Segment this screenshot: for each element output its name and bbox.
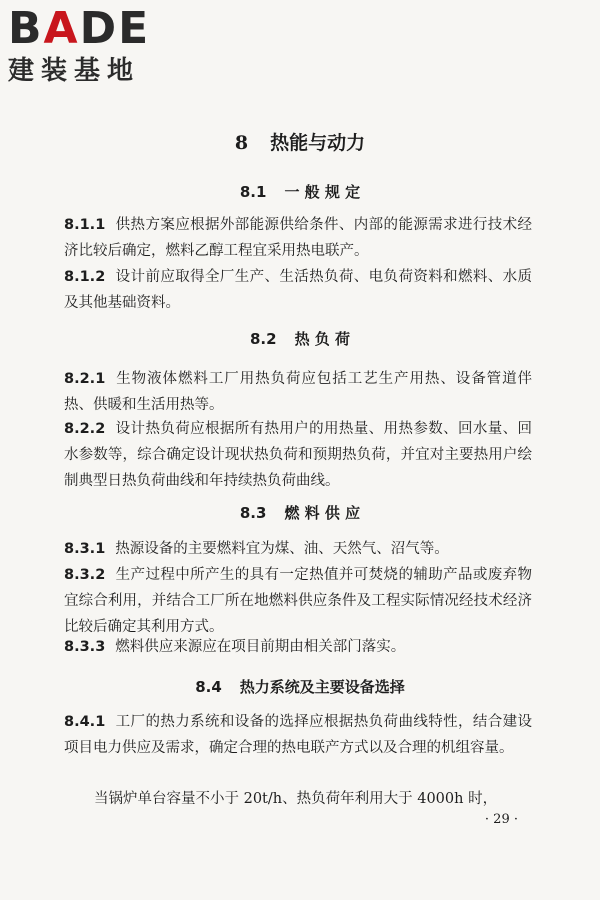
section-heading-8-4: 8.4 热力系统及主要设备选择 (195, 678, 405, 696)
clause-number: 8.3.2 (64, 567, 106, 583)
clause-text: 供热方案应根据外部能源供给条件、内部的能源需求进行技术经济比较后确定，燃料乙醇工程宜采用热电联产。 (64, 217, 532, 259)
clause-number: 8.4.1 (64, 714, 106, 730)
chapter-heading (0, 128, 600, 155)
clause-text: 生产过程中所产生的具有一定热值并可焚烧的辅助产品或废弃物宜综合利用，并结合工厂所在地燃料供应条件及工程实际情况经技术经济比较后确定其利用方式。 (64, 567, 532, 635)
clause-8-3-3 (64, 634, 532, 660)
clause-text: 生物液体燃料工厂用热负荷应包括工艺生产用热、设备管道伴热、供暖和生活用热等。 (64, 371, 532, 413)
clause-8-1-2 (64, 264, 532, 316)
clause-number: 8.1.1 (64, 217, 106, 233)
clause-8-2-2 (64, 416, 532, 494)
clause-text: 热源设备的主要燃料宜为煤、油、天然气、沼气等。 (115, 541, 449, 557)
clause-text: 设计热负荷应根据所有热用户的用热量、用热参数、回水量、回水参数等，综合确定设计现状热负荷和预期热负荷，并宜对主要热用户绘制典型日热负荷曲线和年持续热负荷曲线。 (64, 421, 532, 489)
clause-8-3-1 (64, 536, 532, 562)
chapter-number: 8 (234, 132, 249, 154)
section-heading-8-1: 8.1 一 般 规 定 (239, 183, 361, 201)
clause-number: 8.2.2 (64, 421, 106, 437)
clause-text: 工厂的热力系统和设备的选择应根据热负荷曲线特性，结合建设项目电力供应及需求，确定合理的热电联产方式以及合理的机组容量。 (64, 714, 532, 756)
clause-text: 燃料供应来源应在项目前期由相关部门落实。 (115, 639, 406, 655)
bade-logo (8, 3, 178, 86)
clause-number: 8.1.2 (64, 269, 106, 285)
page-number: · 29 · (484, 812, 518, 827)
clause-number: 8.3.1 (64, 541, 106, 557)
clause-8-3-2 (64, 562, 532, 640)
clause-8-4-1-continuation: 当锅炉单台容量不小于 20t/h、热负荷年利用大于 4000h 时， (94, 791, 498, 807)
chapter-title: 热能与动力 (270, 132, 366, 154)
section-heading-8-2: 8.2 热 负 荷 (249, 330, 351, 348)
clause-8-4-1 (64, 709, 532, 761)
section-heading-8-3: 8.3 燃 料 供 应 (239, 504, 361, 522)
clause-number: 8.2.1 (64, 371, 106, 387)
logo-subtitle: 建装基地 (8, 56, 141, 86)
logo-wordmark: BADE (8, 3, 151, 54)
clause-8-1-1 (64, 212, 532, 264)
clause-number: 8.3.3 (64, 639, 106, 655)
clause-text: 设计前应取得全厂生产、生活热负荷、电负荷资料和燃料、水质及其他基础资料。 (64, 269, 532, 311)
clause-8-2-1 (64, 366, 532, 418)
